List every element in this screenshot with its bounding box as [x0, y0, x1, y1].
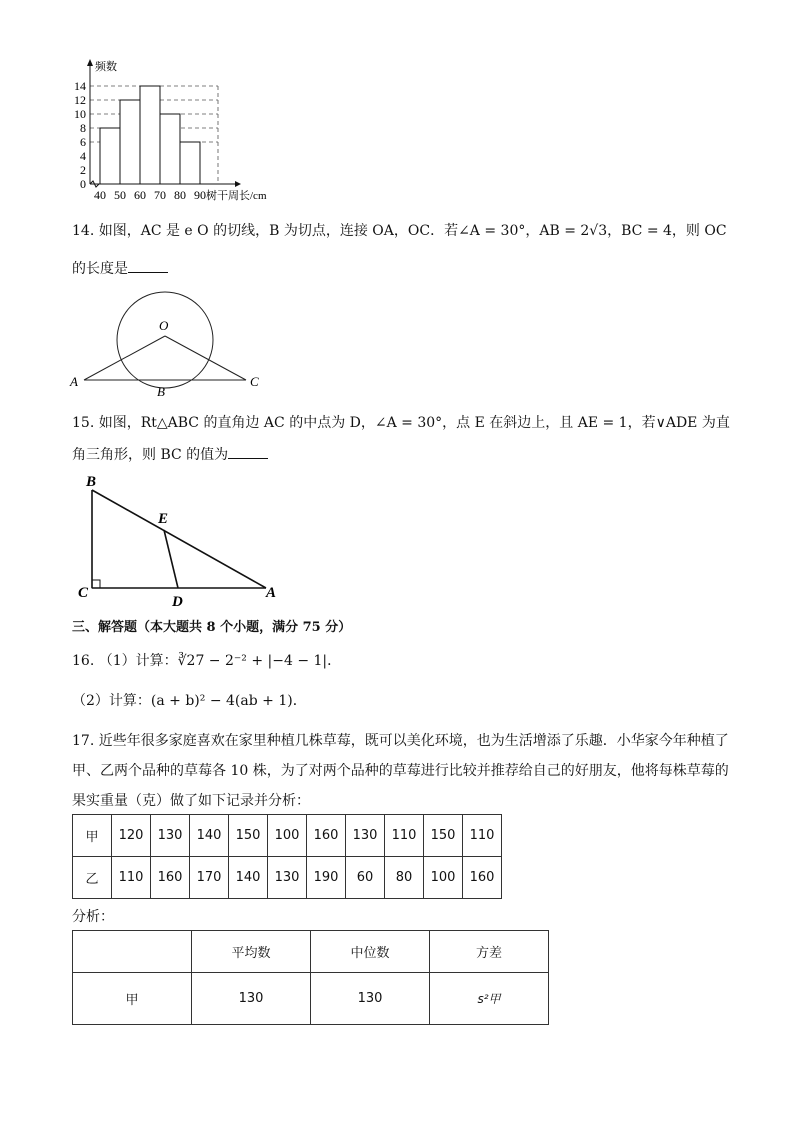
- y-axis-label: 频数: [95, 61, 117, 73]
- q14-circle: [117, 292, 213, 388]
- value-cell: 160: [307, 815, 346, 857]
- y-tick-label: 10: [74, 107, 86, 121]
- x-tick-label: 60: [134, 188, 146, 202]
- bar: [120, 100, 140, 184]
- analysis-header-median: 中位数: [311, 931, 430, 973]
- q17-text-line3: 果实重量（克）做了如下记录并分析：: [72, 793, 310, 809]
- x-tick-label: 80: [174, 188, 186, 202]
- q15-text-line2: [72, 444, 268, 464]
- q15-text-line2-label: 角三角形，则 BC 的值为: [72, 447, 229, 463]
- q17-text-line2: 甲、乙两个品种的草莓各 10 株，为了对两个品种的草莓进行比较并推荐给自己的好朋友，他将每株草莓的: [72, 763, 729, 779]
- x-tick-label: 70: [154, 188, 166, 202]
- value-cell: 110: [463, 815, 502, 857]
- q14-label-a: A: [70, 374, 78, 389]
- analysis-row-label: 甲: [73, 973, 192, 1025]
- x-tick-label: 50: [114, 188, 126, 202]
- value-cell: 120: [112, 815, 151, 857]
- value-cell: 100: [424, 857, 463, 899]
- value-cell: 80: [385, 857, 424, 899]
- q14-label-c: C: [250, 374, 259, 389]
- x-axis-arrow: [235, 181, 241, 187]
- y-tick-label: 0: [80, 177, 86, 191]
- q15-label-a: A: [266, 585, 277, 601]
- y-axis-arrow: [87, 59, 93, 66]
- value-cell: 130: [346, 815, 385, 857]
- section-3-heading: 三、解答题（本大题共 8 个小题，满分 75 分）: [72, 620, 352, 635]
- value-cell: 170: [190, 857, 229, 899]
- q14-figure: [66, 290, 276, 400]
- q15-right-angle-mark: [92, 580, 100, 588]
- table-row: [73, 815, 502, 857]
- q15-label-e: E: [158, 511, 169, 527]
- q16-part1: 16. （1）计算：∛27 − 2⁻² + |−4 − 1|．: [72, 653, 342, 669]
- value-cell: 100: [268, 815, 307, 857]
- analysis-row-mean: 130: [192, 973, 311, 1025]
- q14-text-line2: [72, 258, 168, 278]
- analysis-row-median: 130: [311, 973, 430, 1025]
- value-cell: 150: [229, 815, 268, 857]
- q15-answer-blank[interactable]: [228, 444, 268, 459]
- q16-part2: （2）计算：(a + b)² − 4(ab + 1)．: [72, 693, 307, 709]
- y-tick-label: 2: [80, 163, 86, 177]
- y-tick-label: 6: [80, 135, 86, 149]
- x-tick-label: 40: [94, 188, 106, 202]
- q14-label-o: O: [159, 318, 169, 333]
- q14-text-line1: 14. 如图，AC 是 e O 的切线，B 为切点，连接 OA，OC．若∠A = 30°，AB = 2√3，BC = 4，则 OC: [72, 223, 727, 239]
- q14-label-b: B: [157, 384, 165, 399]
- value-cell: 160: [463, 857, 502, 899]
- q15-label-d: D: [172, 594, 183, 610]
- value-cell: 130: [151, 815, 190, 857]
- bar: [180, 142, 200, 184]
- q14-line-oa: [84, 336, 165, 380]
- bar: [160, 114, 180, 184]
- q17-text-line1: 17. 近些年很多家庭喜欢在家里种植几株草莓，既可以美化环境，也为生活增添了乐趣．小华家今年种植了: [72, 733, 729, 749]
- q15-figure: [72, 470, 282, 610]
- value-cell: 190: [307, 857, 346, 899]
- value-cell: 60: [346, 857, 385, 899]
- q17-analysis-label: 分析：: [72, 909, 114, 925]
- analysis-header-mean: 平均数: [192, 931, 311, 973]
- q15-label-b: B: [86, 474, 97, 490]
- value-cell: 130: [268, 857, 307, 899]
- row-label-cell: 甲: [73, 815, 112, 857]
- analysis-row-variance: s²甲: [430, 973, 549, 1025]
- analysis-header-variance: 方差: [430, 931, 549, 973]
- q14-answer-blank[interactable]: [128, 258, 168, 273]
- y-tick-label: 14: [74, 79, 86, 93]
- value-cell: 140: [229, 857, 268, 899]
- row-label-cell: 乙: [73, 857, 112, 899]
- q15-label-c: C: [78, 585, 89, 601]
- histogram-chart: [60, 58, 300, 203]
- q15-segment-de: [164, 530, 178, 588]
- bar: [140, 86, 160, 184]
- bar: [100, 128, 120, 184]
- q15-text-line1: 15. 如图，Rt△ABC 的直角边 AC 的中点为 D，∠A = 30°，点 E 在斜边上，且 AE = 1，若∨ADE 为直: [72, 415, 730, 431]
- value-cell: 110: [112, 857, 151, 899]
- q17-analysis-table: [72, 930, 549, 1025]
- y-tick-label: 12: [74, 93, 86, 107]
- analysis-header-blank: [73, 931, 192, 973]
- value-cell: 110: [385, 815, 424, 857]
- x-axis-label: 树干周长/cm: [206, 190, 267, 202]
- value-cell: 140: [190, 815, 229, 857]
- y-tick-label: 8: [80, 121, 86, 135]
- q14-line-oc: [165, 336, 246, 380]
- value-cell: 160: [151, 857, 190, 899]
- value-cell: 150: [424, 815, 463, 857]
- y-tick-label: 4: [80, 149, 86, 163]
- q14-text-line2-label: 的长度是: [72, 261, 128, 277]
- table-row: [73, 857, 502, 899]
- x-tick-label: 90: [194, 188, 206, 202]
- q15-side-ab: [92, 490, 266, 588]
- q17-data-table: [72, 814, 502, 899]
